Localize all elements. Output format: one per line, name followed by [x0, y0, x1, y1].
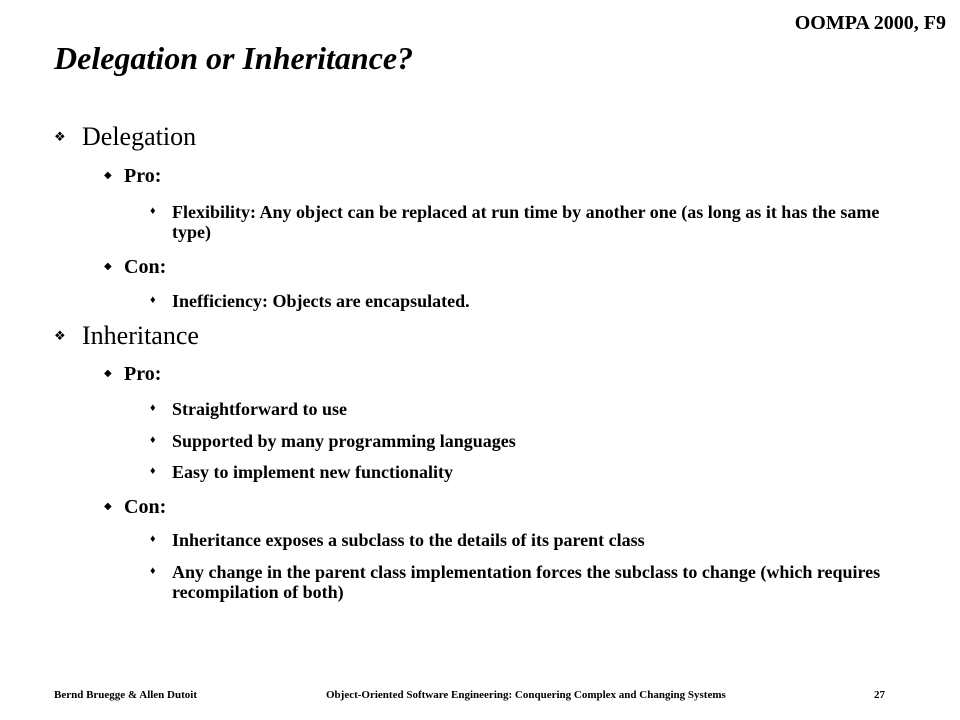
- list-item: [150, 562, 892, 602]
- list-item-text: Inefficiency: Objects are encapsulated.: [172, 291, 470, 311]
- list-item-text: Flexibility: Any object can be replaced at run time by another one (as long as it has the same type): [172, 202, 880, 242]
- list-item: [150, 202, 892, 242]
- small-diamond-icon: ♦: [150, 205, 156, 217]
- diamond-icon: ◆: [104, 261, 112, 272]
- small-diamond-icon: ♦: [150, 565, 156, 577]
- con-label: Con:: [124, 256, 167, 278]
- diamond-cluster-icon: ❖: [54, 129, 66, 144]
- bullet-inheritance-pro: [104, 364, 161, 384]
- small-diamond-icon: ♦: [150, 434, 156, 446]
- small-diamond-icon: ♦: [150, 465, 156, 477]
- list-item-text: Inheritance exposes a subclass to the details of its parent class: [172, 530, 645, 550]
- list-item: [150, 431, 892, 451]
- list-item-text: Any change in the parent class implementation forces the subclass to change (which requires recompilation of both): [172, 562, 881, 602]
- diamond-cluster-icon: ❖: [54, 328, 66, 343]
- con-label: Con:: [124, 496, 167, 518]
- small-diamond-icon: ♦: [150, 402, 156, 414]
- list-item: [150, 530, 892, 550]
- bullet-inheritance: [54, 323, 199, 349]
- pro-label: Pro:: [124, 363, 162, 385]
- list-item: [150, 291, 892, 311]
- list-item: [150, 462, 892, 482]
- course-label: OOMPA 2000, F9: [794, 12, 946, 34]
- diamond-icon: ◆: [104, 368, 112, 379]
- bullet-delegation-con: [104, 257, 166, 277]
- pro-label: Pro:: [124, 165, 162, 187]
- small-diamond-icon: ♦: [150, 294, 156, 306]
- list-item-text: Easy to implement new functionality: [172, 462, 453, 482]
- section-heading: Inheritance: [82, 321, 199, 350]
- footer-book-title: Object-Oriented Software Engineering: Conquering Complex and Changing Systems: [326, 689, 726, 701]
- list-item-text: Supported by many programming languages: [172, 431, 516, 451]
- list-item-text: Straightforward to use: [172, 399, 347, 419]
- bullet-delegation-pro: [104, 166, 161, 186]
- page-number: 27: [874, 689, 885, 701]
- list-item: [150, 399, 892, 419]
- small-diamond-icon: ♦: [150, 533, 156, 545]
- section-heading: Delegation: [82, 122, 197, 151]
- bullet-delegation: [54, 124, 196, 150]
- diamond-icon: ◆: [104, 170, 112, 181]
- bullet-inheritance-con: [104, 497, 166, 517]
- slide-title: Delegation or Inheritance?: [54, 40, 414, 76]
- diamond-icon: ◆: [104, 501, 112, 512]
- footer-authors: Bernd Bruegge & Allen Dutoit: [54, 689, 197, 701]
